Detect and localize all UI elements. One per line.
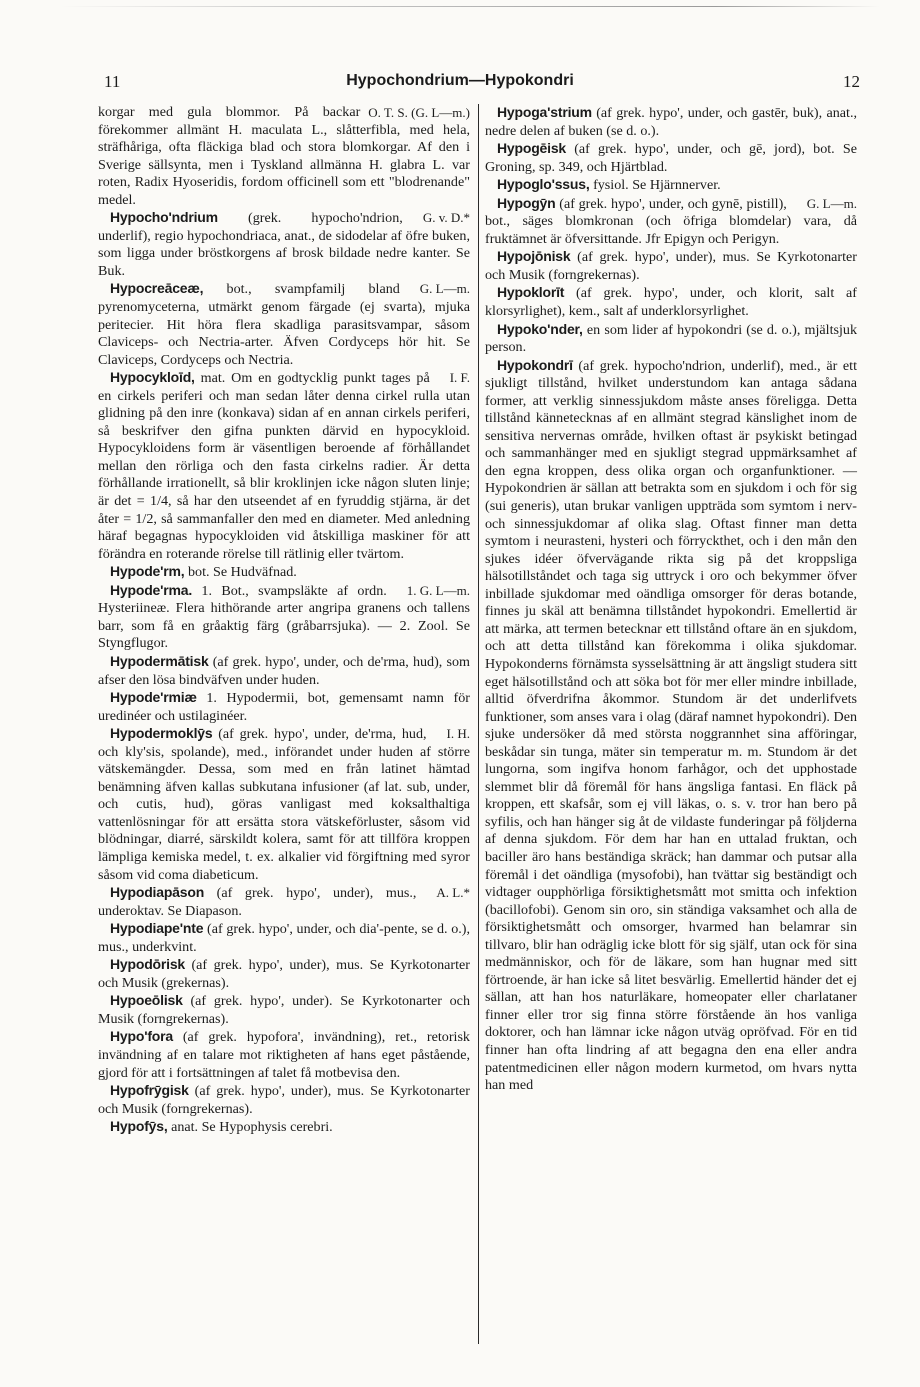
entry-text: (af grek. hypo', under, och dia'-pente, se d. o.), mus., underkvint. [98,921,470,955]
dictionary-entry [485,321,857,357]
entry-headword: Hypojōnisk [497,248,571,265]
dictionary-entry [98,1028,470,1082]
entry-headword: Hypogēisk [497,140,566,157]
scan-artifact-line [60,6,880,7]
dictionary-entry [98,1082,470,1118]
entry-headword: Hypodiapāson [110,884,205,901]
dictionary-entry [485,140,857,176]
entry-text: (af grek. hypo', under, och gynē, pistill), bot., säges blomkronan (och öfriga blomdelar) vara, då fruktämnet är öfversittande. Jfr Epigyn och Perigyn. [485,195,857,247]
page-number-right: 12 [843,72,860,91]
entry-headword: Hypode'rma. [110,581,193,598]
page-number-left: 11 [104,72,121,91]
dictionary-entry [98,104,470,209]
entry-text: (af grek. hypo', under), mus. Se Kyrkotonarter och Musik (grekernas). [98,957,470,991]
entry-text: (af grek. hypo', under, och gē, jord), bot. Se Groning, sp. 349, och Hjärtblad. [485,141,857,175]
entry-signature: I. F. [449,370,470,386]
entry-text: 1. Hypodermii, bot, gemensamt namn för uredinéer och ustilaginéer. [98,690,470,724]
entry-text: bot. Se Hudväfnad. [188,564,297,581]
dictionary-entry [98,209,470,280]
entry-headword: Hypodermātisk [110,652,209,669]
entry-headword: Hypofȳs, [110,1118,168,1135]
entry-text: (af grek. hypo', under), mus. Se Kyrkotonarter och Musik (forngrekernas). [98,1083,470,1117]
entry-signature: G. L—m. [419,281,470,297]
entry-text: (af grek. hypo', under), mus., underoktav. Se Diapason. [98,885,417,919]
entry-headword: Hypofrȳgisk [110,1082,189,1099]
page-header [0,72,920,94]
entry-text: mat. Om en godtycklig punkt tages på en cirkels periferi och man sedan låter denna cirkel rulla utan glidning på den inre (konkava) sidan af en annan cirkels periferi, så beskrifver den gifna punkten därvid en hypocykloid. Hypocykloidens form är väsentligen beroende af förhållandet mellan den rörliga och den fasta cirkelns radier. Är detta förhållande irrationellt, så blir kroklinjen icke någon sluten linje; är det = 1/4, så har den utseendet af en fyruddig stjärna, är det åter = 1/2, så sammanfaller den med en diameter. Med anledning häraf begagnas hypocykloiden vid åtskilliga maskiner för att förändra en roterande rörelse till rätlinig eller tvärtom. [98,370,470,562]
left-column [98,104,470,1137]
dictionary-entry [98,369,470,563]
entry-headword: Hypoko'nder, [497,320,583,337]
dictionary-entry [98,582,470,653]
running-title: Hypochondrium—Hypokondri [346,72,574,89]
entry-signature: G. L—m. [806,195,857,211]
dictionary-entry [485,176,857,195]
entry-text: en som lider af hypokondri (se d. o.), mjältsjuk person. [485,321,857,356]
entry-headword: Hypocreāceæ, [110,280,204,297]
dictionary-entry [98,725,470,884]
entry-headword: Hypodiape'nte [110,920,204,937]
entry-text: korgar med gula blommor. På backar förekommer allmänt H. maculata L., slåtterfibla, med hela, sträfhåriga, ofta fläckiga blad och stora blomkorgar. Af den i Sverige sällsynta, men i Tyskland allmänna H. glabra L. var roten, Radix Hyoseridis, fordom officinell som ett "blodrenande" medel. [98,104,470,208]
entry-headword: Hypode'rmiæ [110,689,197,706]
entry-headword: Hypoeōlisk [110,992,183,1009]
entry-text: (af grek. hypofora', invändning), ret., retorisk invändning af en talare mot riktigheten af hans eget påstående, gjord för att i fortsättningen af talet få motbevisa den. [98,1029,470,1081]
entry-headword: Hypodōrisk [110,956,186,973]
entry-text: (af grek. hypo', under), mus. Se Kyrkotonarter och Musik (forngrekernas). [485,249,857,283]
dictionary-entry [485,195,857,249]
entry-headword: Hypocykloīd, [110,369,195,386]
dictionary-entry [98,920,470,956]
entry-text: (af grek. hypo', under, de'rma, hud, och kly'sis, spolande), med., införandet under huden af större vätskemängder. Dessa, som med en från latinet hämtad benämning äfven kallas subkutana infusioner (af lat. sub, under, och cutis, hud), göras vanligast med koksalthaltiga vattenlösningar för att ersätta stora vätskeförluster, såsom vid blödningar, diarré, särskildt kolera, samt för att tillföra kroppen lämpliga kemiska medel, t. ex. alkalier vid förgiftning med syror såsom vid coma diabeticum. [98,726,470,883]
entry-text: (af grek. hypo', under). Se Kyrkotonarter och Musik (forngrekernas). [98,993,470,1027]
entry-headword: Hypoglo'ssus, [497,176,590,193]
entry-headword: Hypode'rm, [110,563,185,580]
dictionary-entry [98,280,470,369]
entry-headword: Hypoklorīt [497,284,565,301]
dictionary-entry [98,689,470,725]
dictionary-entry [485,104,857,140]
entry-text: 1. Bot., svampsläkte af ordn. Hysteriineæ. Flera hithörande arter angripa granens och tallens barr, som få en gråaktig färg (gråbarrsjuka). — 2. Zool. Se Styngflugor. [98,582,470,652]
dictionary-entry [98,1118,470,1137]
entry-headword: Hypodermoklȳs [110,725,213,742]
entry-headword: Hypo'fora [110,1028,173,1045]
entry-headword: Hypocho'ndrium [110,209,218,226]
entry-signature: I. H. [446,726,470,742]
entry-text: (af grek. hypo', under, och klorit, salt af klorsyrlighet), kem., salt af underklorsyrlighet. [485,285,857,320]
dictionary-entry [485,248,857,284]
column-divider [478,104,479,1344]
entry-text: (af grek. hypo', under, och de'rma, hud), som afser den lösa bindväfven under huden. [98,653,470,688]
entry-text: anat. Se Hypophysis cerebri. [171,1119,333,1136]
entry-signature: A. L.* [436,885,470,901]
entry-signature: G. v. D.* [422,210,470,226]
entry-text: (af grek. hypocho'ndrion, underlif), med., är ett sjukligt tillstånd, hvilket understundom kan antaga sådana former, att verklig sinnessjukdom måste anses föreligga. Detta tillstånd kännetecknas af en allmänt stegrad känslighet inom de sensitiva nervernas område, hvilken oftast är psykiskt betingad och sammanhänger med en sjukligt stegrad uppmärksamhet af den egna kroppen, dess olika organ och organfunktioner. — Hypokondrien är sällan att betrakta som en sjukdom i och för sig (sui generis), utan brukar vanligen uppträda som symtom i nerv- och sinnessjukdomar af olika slag. Oftast finner man detta symtom i neurasteni, hysteri och förryckthet, och i den mån den sjukes idéer öfvervägande rikta sig på det kroppsliga hälsotillståndet och taga sig uttryck i oro och bekymmer öfver inbillade sjukdomar med oändliga omsorger för deras botande, finnes ju skäl att benämna tillståndet hypokondri. Emellertid är att märka, att termen betecknar ett tillstånd oftare än en sjukdom, och att detta tillstånd kan förekomma i olika sjukdomar. Hypokonderns förnämsta sysselsättning är att ängsligt studera sitt eget hälsotillstånd och att söka bot för mer eller mindre inbillade, alltid öfverdrifna åkommor. Stundom är det underlifvets funktioner, som anses vara i olag (däraf namnet hypokondri). Den sjuke undersöker då med största noggrannhet sina afföringar, beskådar sin tunga, mäter sin temperatur m. m. Stundom är det lungorna, som ingifva honom farhågor, och det upphostade slemmet blir då föremål för hans ängsliga fantasi. En fläck på kroppen, ett skafsår, som ej vill läkas, o. s. v. tror han bero på syfilis, och han hänger sig åt de vildaste funderingar på följderna af denna sjukdom. För dem har han en uttalad fruktan, och baciller äro hans beständiga skräck; han dammar och putsar alla föremål i det oändliga (mysofobi), han tvättar sig beständigt och vidtager oupphörliga försiktighetsmått mot smitta och infektion (bacillofobi). Genom sin oro, sin ständiga vaksamhet och alla de försiktighetsmått och omsorger, hvarmed han belamrar sin tillvaro, blir han odräglig icke blott för sig själf, utan ock för sina medmänniskor, och för de läkare, som han hugnar med sitt förtroende, är han icke så litet besvärlig. Emellertid händer det ej sällan, att han hos naturläkare, homeopater eller charlataner finner eller tror sig finna större förstående än hos vanliga doktorer, och han lämnar icke någon utväg opröfvad. För en tid finner han ofta lindring af att begagna den ena eller andra patentmedicinen eller någon modern kurmetod, om hvars nytta han med [485,357,857,1094]
dictionary-entry [485,284,857,320]
right-column [485,104,857,1095]
entry-headword: Hypokondrī [497,356,573,373]
entry-signature: 1. G. L—m. [406,582,470,598]
entry-headword: Hypogȳn [497,194,556,211]
dictionary-entry [485,357,857,1095]
entry-text: (af grek. hypo', under, och gastēr, buk), anat., nedre delen af buken (se d. o.). [485,105,857,139]
entry-text: bot., svampfamilj bland pyrenomyceterna, utmärkt genom färgade (ej svarta), mjuka peritecier. Hit höra flera skadliga parasitsvampar, såsom Claviceps- och Nectria-arter. Äfven Cordyceps hör hit. Se Claviceps, Cordyceps och Nectria. [98,281,470,368]
dictionary-entry [98,653,470,689]
dictionary-entry [98,956,470,992]
dictionary-entry [98,992,470,1028]
entry-signature: O. T. S. (G. L—m.) [368,105,470,120]
entry-text: fysiol. Se Hjärnnerver. [593,177,721,194]
entry-headword: Hypoga'strium [497,104,592,120]
dictionary-entry [98,884,470,920]
entry-text: (grek. hypocho'ndrion, underlif), regio hypochondriaca, anat., de sidodelar af öfre buken, som ligga under bröstkorgens af brosk bildade nedre kanter. Se Buk. [98,210,470,279]
dictionary-entry [98,563,470,582]
